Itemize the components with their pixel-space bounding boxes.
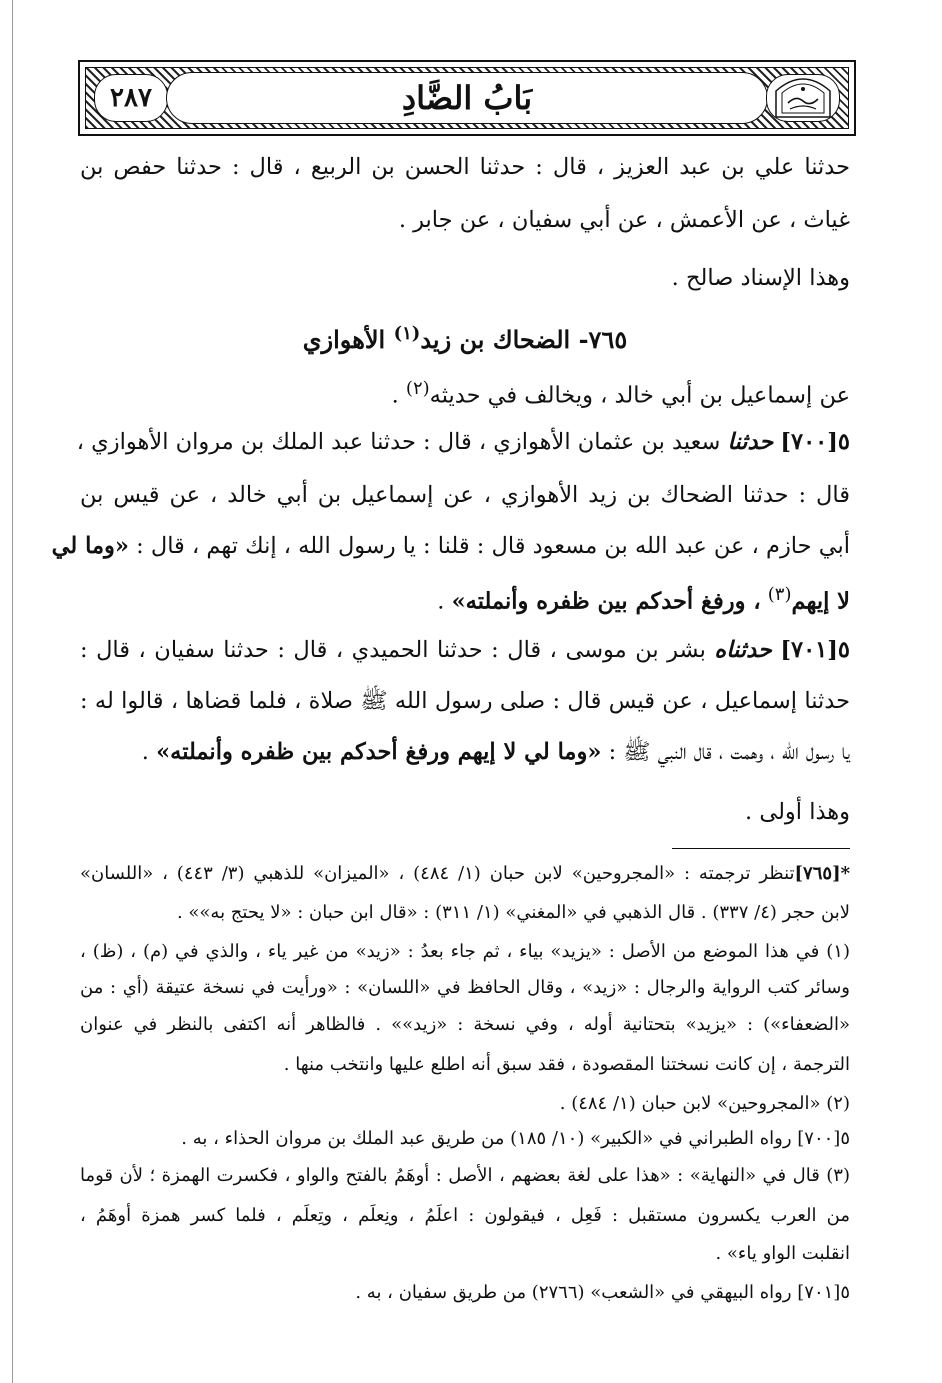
entry-heading [80, 318, 850, 356]
footnote-line-1 [80, 861, 850, 887]
hadith-701-line-3 [80, 737, 850, 767]
hadith-700-line-1 [76, 427, 850, 457]
page-spine-line [12, 0, 13, 1383]
hadith-700-line-2: قال : حدثنا الضحاك بن زيد الأهوازي ، عن إسماعيل بن أبي خالد ، عن قيس بن [80, 482, 850, 508]
footnote-line-7: (٢) «المجروحين» لابن حبان (١/ ٤٨٤) . [559, 1093, 850, 1114]
footnote-separator [672, 848, 850, 849]
footnote-line-3: (١) في هذا الموضع من الأصل : «يزيد» بياء ، ثم جاء بعدُ : «زيد» من غير ياء ، والذي في (م) ، (ظ) ، [80, 941, 850, 962]
entry-number: ٧٦٥- [578, 325, 628, 354]
hadith-number-700: ٥[٧٠٠] [780, 429, 850, 455]
matn-start: «وما لي [51, 533, 129, 559]
page-header-frame [78, 60, 856, 136]
footnote-line-5: «الضعفاء») : «يزيد» بتحتانية أوله ، وفي نسخة : «زيد»» . فالظاهر أنه اكتفى بالنظر في عنوان [80, 1014, 850, 1035]
text-line-final: وهذا أولى . [745, 799, 850, 825]
footnote-line-2: لابن حجر (٤/ ٣٣٧) . قال الذهبي في «المغني» (١/ ٣١١) : «قال ابن حبان : «لا يحتج به»» . [176, 902, 850, 923]
book-emblem-icon [770, 73, 836, 123]
footnote-ref-2: (٢) [405, 378, 430, 399]
footnote-line-9: (٣) قال في «النهاية» : «هذا على لغة بعضهم ، الأصل : أوهَمُ بالفتح والواو ، فكسرت الهمزة ؛ لأن قوما [80, 1165, 850, 1186]
period: . [391, 382, 399, 409]
entry-nisba: الأهوازي [302, 325, 386, 354]
matn-text: ، ورفغ أحدكم بين ظفره وأنملته» [451, 588, 761, 615]
book-emblem-logo [766, 74, 840, 122]
matn-word: لا إيهم [791, 588, 850, 615]
isnad-text: سعيد بن عثمان الأهوازي ، قال : حدثنا عبد الملك بن مروان الأهوازي ، [76, 429, 721, 455]
isnad-text: بشر بن موسى ، قال : حدثنا الحميدي ، قال : حدثنا سفيان ، قال : [80, 637, 706, 663]
text-line-2: غياث ، عن الأعمش ، عن أبي سفيان ، عن جابر . [398, 207, 850, 233]
footnote-text: تنظر ترجمته : «المجروحين» لابن حبان (١/ ٤٨٤) ، «الميزان» للذهبي (٣/ ٤٤٣) ، «اللسان» [80, 863, 795, 884]
haddatha-word: حدثنا [727, 429, 774, 455]
period: . [141, 739, 149, 765]
hadith-700-line-3 [51, 531, 850, 561]
ornamental-border [85, 67, 849, 129]
entry-name: الضحاك بن زيد [420, 325, 571, 354]
haddathana-word: حدثناه [714, 637, 772, 663]
text-line-4 [80, 374, 850, 411]
footnote-line-10: من العرب يكسرون مستقبل : فَعِل ، فيقولون : اعلَمُ ، ونِعلَم ، وتِعلَم ، فلما كسر همزة أوهَمُ ، [80, 1205, 850, 1226]
text-line-1: حدثنا علي بن عبد العزيز ، قال : حدثنا الحسن بن الربيع ، قال : حدثنا حفص بن [80, 154, 850, 180]
hadith-number-701: ٥[٧٠١] [780, 637, 851, 663]
period: . [437, 588, 445, 615]
footnote-line-4: وسائر كتب الرواية والرجال : «زيد» ، وقال الحافظ في «اللسان» : «ورأيت في نسخة عتيقة (أي : من [80, 977, 850, 998]
hadith-701-line-2: حدثنا إسماعيل ، عن قيس قال : صلى رسول الله ﷺ صلاة ، فلما قضاها ، قالوا له : [80, 688, 850, 714]
text-line-3: وهذا الإسناد صالح . [671, 265, 850, 291]
matn-text: «وما لي لا إيهم ورفغ أحدكم بين ظفره وأنملته» [156, 739, 602, 765]
page-number-box [94, 74, 168, 122]
footnote-marker-765: *[٧٦٥] [794, 863, 850, 884]
chapter-title: بَابُ الضَّادِ [401, 79, 533, 117]
footnote-line-8: ٥[٧٠٠] رواه الطبراني في «الكبير» (١٠/ ١٨٥) من طريق عبد الملك بن مروان الحذاء ، به . [181, 1128, 850, 1149]
footnote-ref-1: (١) [393, 323, 421, 344]
isnad-text: يا رسول الله ، وهمت ، قال النبي ﷺ : [608, 739, 850, 765]
chapter-title-cartouche [166, 72, 768, 124]
isnad-text: أبي حازم ، عن عبد الله بن مسعود قال : قلنا : يا رسول الله ، إنك تهم ، قال : [136, 533, 850, 559]
footnote-ref-3: (٣) [767, 584, 792, 605]
footnote-line-11: انقلبت الواو ياء» . [715, 1243, 850, 1264]
hadith-700-line-4 [80, 580, 850, 617]
narration-text: عن إسماعيل بن أبي خالد ، ويخالف في حديثه [429, 382, 850, 409]
page-number: ٢٨٧ [110, 83, 152, 113]
footnote-line-6: الترجمة ، إن كانت نسختنا المقصودة ، فقد سبق أنه اطلع عليها وانتخب منها . [283, 1054, 850, 1075]
hadith-701-line-1 [80, 635, 850, 665]
footnote-line-12: ٥[٧٠١] رواه البيهقي في «الشعب» (٢٧٦٦) من طريق سفيان ، به . [355, 1282, 850, 1303]
